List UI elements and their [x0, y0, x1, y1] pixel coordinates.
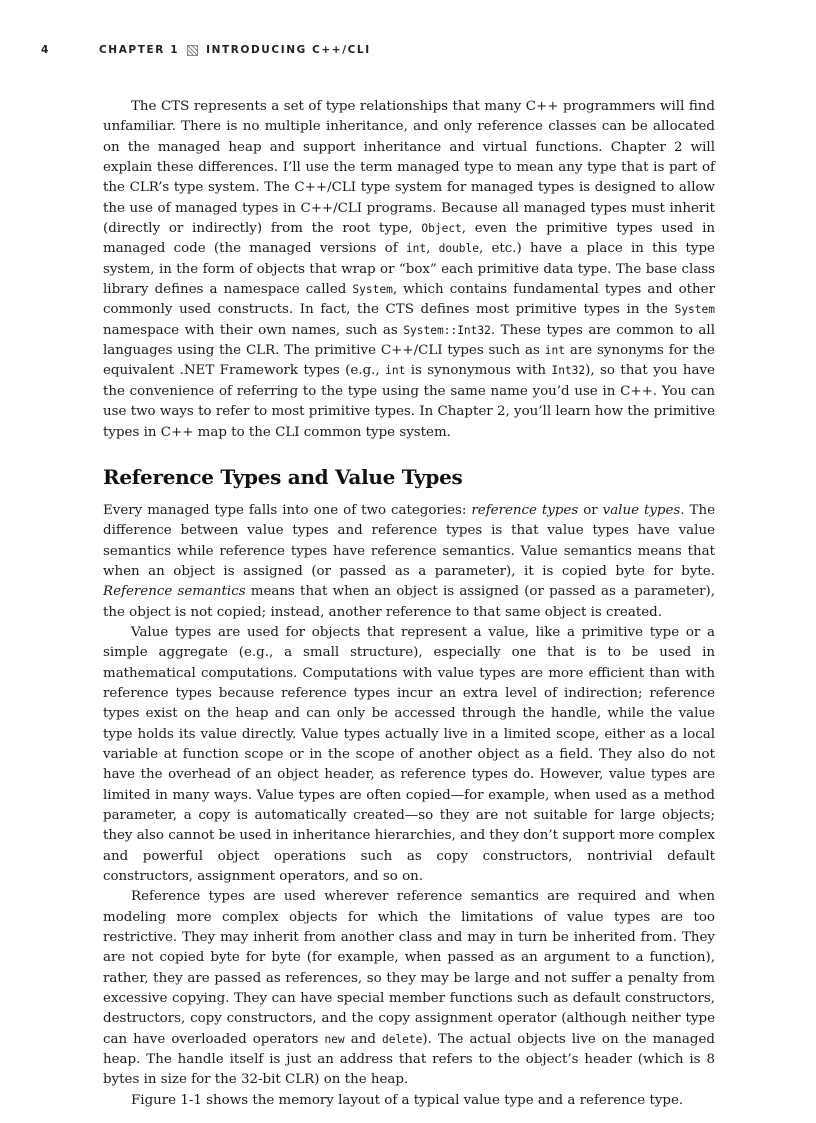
chapter-title: INTRODUCING C++/CLI [206, 44, 371, 56]
paragraph-cts: The CTS represents a set of type relationships that many C++ programmers will find unfamiliar. There is no multiple inheritance, and only reference classes can be allocated on the managed heap and support inheritance and virtual functions. Chapter 2 will explain these differences. I’ll use the term managed type to mean any type that is part of the CLR’s type system. The C++/CLI type system for managed types is designed to allow the use of managed types in C++/CLI programs. Because all managed types must inherit (directly or indirectly) from the root type, Object, even the primitive types used in managed code (the managed versions of int, double, etc.) have a place in this type system, in the form of objects that wrap or “box” each primitive data type. The base class library defines a namespace called System, which contains fundamental types and other commonly used constructs. In fact, the CTS defines most primitive types in the System namespace with their own names, such as System::Int32. These types are common to all languages using the CLR. The primitive C++/CLI types such as int are synonyms for the equivalent .NET Framework types (e.g., int is synonymous with Int32), so that you have the convenience of referring to the type using the same name you’d use in C++. You can use two ways to refer to most primitive types. In Chapter 2, you’ll learn how the primitive types in C++ map to the CLI common type system. [103, 99, 715, 440]
running-header [41, 41, 741, 59]
paragraph-figure-ref: Figure 1-1 shows the memory layout of a typical value type and a reference type. [131, 1092, 684, 1108]
section-heading: Reference Types and Value Types [103, 464, 463, 489]
chapter-label: CHAPTER 1 [99, 44, 180, 56]
page-body [103, 97, 715, 1111]
paragraph-categories: Every managed type falls into one of two categories: reference types or value types. The difference between value types and reference types is that value types have value semantics while reference types have reference semantics. Value semantics means that when an object is assigned (or passed as a parameter), it is copied byte for byte. Reference semantics means that when an object is assigned (or passed as a parameter), the object is not copied; instead, another reference to that same object is created. [103, 502, 716, 620]
separator-square-icon [187, 45, 198, 56]
page-number: 4 [41, 44, 50, 56]
paragraph-value-types: Value types are used for objects that represent a value, like a primitive type or a simple aggregate (e.g., a small structure), especially one that is to be used in mathematical computations. Computations with value types are more efficient than with reference types because reference types incur an extra level of indirection; reference types exist on the heap and can only be accessed through the handle, while the value type holds its value directly. Value types actually live in a limited scope, either as a local variable at function scope or in the scope of another object as a field. They also do not have the overhead of an object header, as reference types do. However, value types are limited in many ways. Value types are often copied—for example, when used as a method parameter, a copy is automatically created—so they are not suitable for large objects; they also cannot be used in inheritance hierarchies, and they don’t support more complex and powerful object operations such as copy constructors, nontrivial default constructors, assignment operators, and so on. [103, 624, 715, 885]
paragraph-reference-types: Reference types are used wherever reference semantics are required and when modeling more complex objects for which the limitations of value types are too restrictive. They may inherit from another class and may in turn be inherited from. They are not copied byte for byte (for example, when passed as an argument to a function), rather, they are passed as references, so they may be large and not suffer a penalty from excessive copying. They can have special member functions such as default constructors, destructors, copy constructors, and the copy assignment operator (although neither type can have overloaded operators new and delete). The actual objects live on the managed heap. The handle itself is just an address that refers to the object’s header (which is 8 bytes in size for the 32-bit CLR) on the heap. [103, 889, 715, 1088]
